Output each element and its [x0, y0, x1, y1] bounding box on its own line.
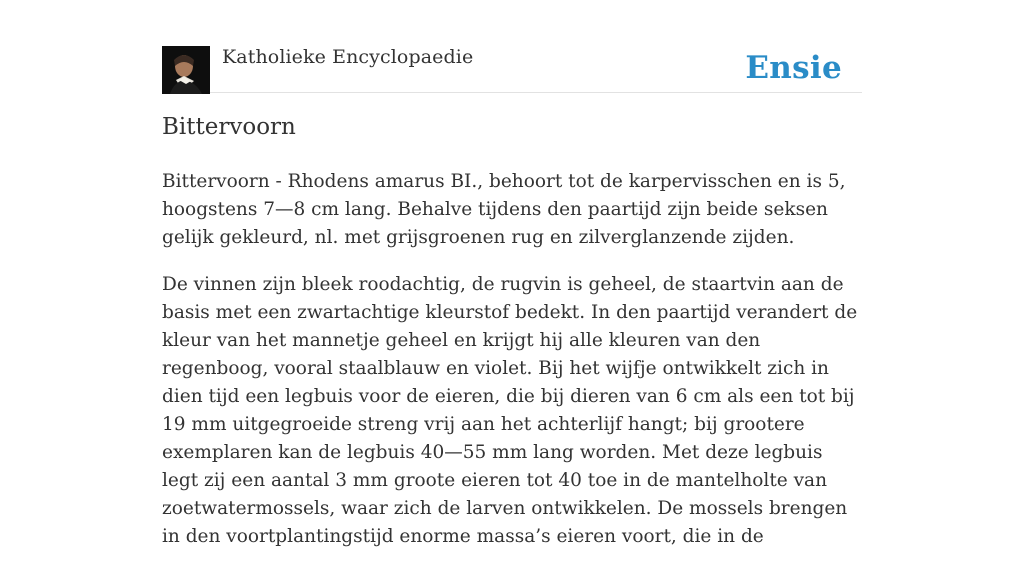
article-body [162, 168, 864, 570]
article-paragraph: Bittervoorn - Rhodens amarus BI., behoort tot de karpervisschen en is 5, hoogstens 7—8 cm lang. Behalve tijdens den paartijd zijn beide seksen gelijk gekleurd, nl. met grijsgroenen rug en zilverglanzende zijden. [162, 171, 846, 248]
source-name[interactable]: Katholieke Encyclopaedie [222, 46, 474, 68]
site-header [162, 44, 862, 93]
portrait-avatar-icon[interactable] [162, 46, 210, 94]
article-title: Bittervoorn [162, 114, 296, 140]
brand-logo[interactable]: Ensie [745, 50, 842, 86]
article-paragraph: De vinnen zijn bleek roodachtig, de rugvin is geheel, de staartvin aan de basis met een zwartachtige kleurstof bedekt. In den paartijd verandert de kleur van het mannetje geheel en krijgt hij alle kleuren van den regenboog, vooral staalblauw en violet. Bij het wijfje ontwikkelt zich in dien tijd een legbuis voor de eieren, die bij dieren van 6 cm als een tot bij 19 mm uitgegroeide streng vrij aan het achterlijf hangt; bij grootere exemplaren kan de legbuis 40—55 mm lang worden. Met deze legbuis legt zij een aantal 3 mm groote eieren tot 40 toe in de mantelholte van zoetwatermossels, waar zich de larven ontwikkelen. De mossels brengen in den voortplantingstijd enorme massa’s eieren voort, die in de [162, 274, 858, 547]
